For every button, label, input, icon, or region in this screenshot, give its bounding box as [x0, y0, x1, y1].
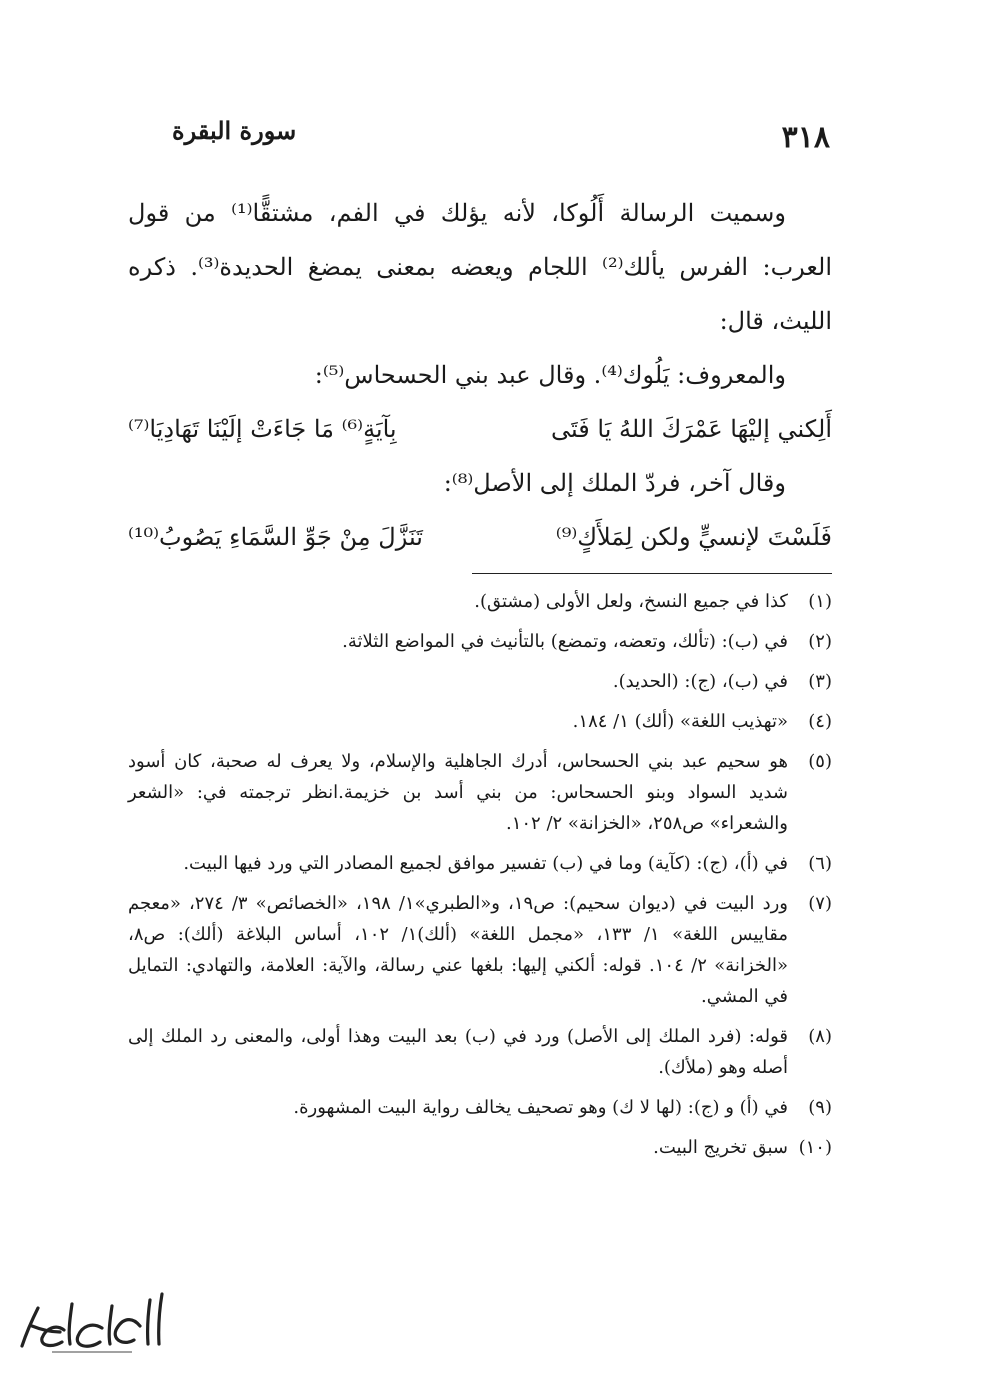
footnote-item [128, 706, 832, 737]
footnote-item [128, 1132, 832, 1163]
footnote-number: (٦) [808, 853, 832, 874]
footnote-item [128, 1021, 832, 1083]
footnote-text: هو سحيم عبد بني الحسحاس، أدرك الجاهلية والإسلام، ولا يعرف له صحبة، كان أسود شديد السواد وبنو الحسحاس: من بني أسد بن خزيمة.انظر ترجمته في: «الشعر والشعراء» ص٢٥٨، «الخزانة» ٢/ ١٠٢. [128, 751, 788, 834]
page-header [160, 112, 830, 162]
footnotes [128, 586, 832, 1172]
footnote-text: ورد البيت في (ديوان سحيم): ص١٩، و«الطبري»١/ ١٩٨، «الخصائص» ٣/ ٢٧٤، «معجم مقاييس اللغة» ١/ ١٣٣، «مجمل اللغة» (ألك)١/ ١٠٢، أساس البلاغة (ألك): ص٨، «الخزانة» ٢/ ١٠٤. قوله: ألكني إليها: بلغها عني رسالة، والآية: العلامة، والتهادي: التمايل في المشي. [128, 893, 788, 1007]
verse-2-first-hemistich: فَلَسْتَ لإنسيٍّ ولكن لِمَلأَكٍ⁽⁹⁾ [555, 523, 832, 551]
page-number: ٣١٨ [781, 120, 830, 155]
footnote-number: (٩) [808, 1097, 832, 1118]
footnote-text: في (أ)، (ج): (كآية) وما في (ب) تفسير موافق لجميع المصادر التي ورد فيها البيت. [183, 853, 788, 874]
paragraph-1: وسميت الرسالة أَلُوكا، لأنه يؤلك في الفم، مشتقًّا⁽¹⁾ من قول العرب: الفرس يألك⁽²⁾ اللجام ويعضه بمعنى يمضغ الحديدة⁽³⁾. ذكره الليث، قال: [128, 199, 832, 335]
footnote-text: في (ب): (تألك، وتعضه، وتمضع) بالتأنيث في المواضع الثلاثة. [342, 631, 788, 652]
calligraphy-logo [12, 1286, 172, 1360]
footnote-number: (٣) [808, 671, 832, 692]
footnote-text: سبق تخريج البيت. [653, 1137, 788, 1158]
footnote-number: (٨) [808, 1026, 832, 1047]
paragraph-2: والمعروف: يَلُوك⁽⁴⁾. وقال عبد بني الحسحاس⁽⁵⁾: [314, 361, 786, 389]
verse-1-second-hemistich: بِآيَةٍ⁽⁶⁾ مَا جَاءَتْ إلَيْنَا تَهَادِيَا⁽⁷⁾ [128, 415, 397, 443]
footnote-number: (٧) [808, 893, 832, 914]
footnote-text: في (ب)، (ج): (الحديد). [612, 671, 788, 692]
footnote-item [128, 746, 832, 839]
verse-1 [128, 402, 832, 456]
footnote-item [128, 666, 832, 697]
verse-2 [128, 510, 832, 564]
paragraph-3: وقال آخر، فردّ الملك إلى الأصل⁽⁸⁾: [443, 469, 786, 497]
footnote-number: (٤) [808, 711, 832, 732]
chapter-title: سورة البقرة [172, 116, 297, 145]
footnote-separator [472, 573, 832, 574]
footnote-text: «تهذيب اللغة» (ألك) ١/ ١٨٤. [572, 711, 788, 732]
footnote-number: (١٠) [798, 1137, 832, 1158]
verse-2-second-hemistich: تَنَزَّلَ مِنْ جَوِّ السَّمَاءِ يَصُوبُ⁽¹⁰⁾ [128, 523, 423, 551]
footnote-item [128, 586, 832, 617]
footnote-text: في (أ) و (ج): (لها لا ك) وهو تصحيف يخالف رواية البيت المشهورة. [293, 1097, 788, 1118]
footnote-item [128, 888, 832, 1012]
footnote-text: كذا في جميع النسخ، ولعل الأولى (مشتق). [474, 591, 788, 612]
footnote-number: (١) [808, 591, 832, 612]
footnote-number: (٥) [808, 751, 832, 772]
footnote-number: (٢) [808, 631, 832, 652]
main-text [128, 186, 832, 564]
footnote-item [128, 848, 832, 879]
footnote-text: قوله: (فرد الملك إلى الأصل) ورد في (ب) بعد البيت وهذا أولى، والمعنى رد الملك إلى أصله وهو (ملأك). [128, 1026, 788, 1078]
footnote-item [128, 626, 832, 657]
footnote-item [128, 1092, 832, 1123]
verse-1-first-hemistich: أَلِكني إليْهَا عَمْرَكَ اللهُ يَا فَتَى [551, 415, 832, 443]
